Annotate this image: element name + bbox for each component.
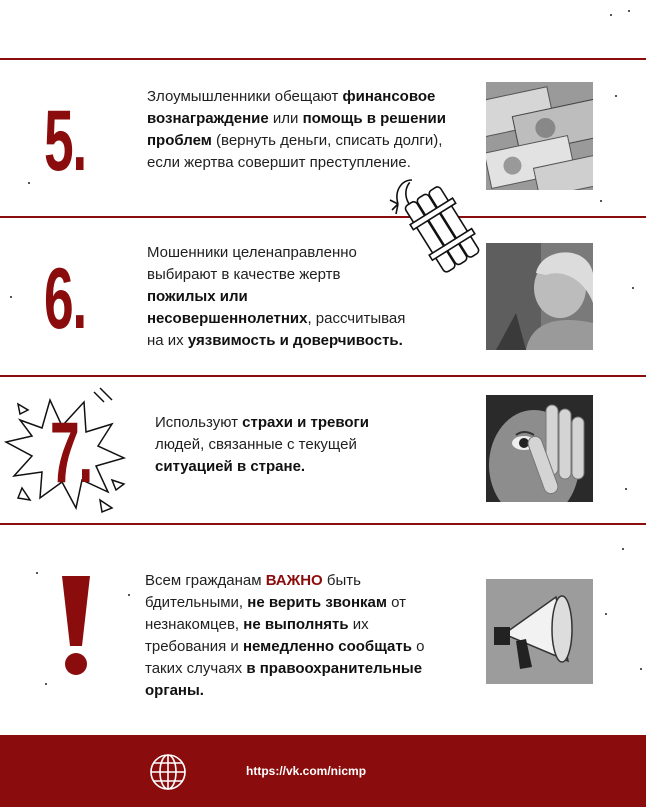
item-number: 7.: [50, 405, 92, 501]
emphasis-text: уязвимость и доверчивость.: [187, 332, 403, 349]
emphasis-text: немедленно сообщать: [242, 638, 412, 655]
megaphone-photo: [486, 579, 593, 684]
emphasis-text: ситуацией в стране.: [155, 458, 306, 475]
body-text: , рассчитывая на их: [147, 310, 406, 349]
body-text: или: [268, 110, 303, 127]
emphasis-text: финансовое вознаграждение: [147, 88, 436, 127]
frightened-face-photo: [486, 395, 593, 502]
body-text: Злоумышленники обещают: [147, 88, 343, 105]
warning-text: [145, 570, 445, 702]
globe-icon: [148, 752, 188, 792]
footer: [0, 735, 646, 807]
item-number: 6.: [44, 251, 86, 347]
item-text: [155, 412, 405, 478]
divider: [0, 523, 646, 525]
footer-link[interactable]: https://vk.com/nicmp: [246, 764, 367, 778]
body-text: о таких случаях: [145, 638, 425, 677]
emphasis-text: не выполнять: [243, 616, 349, 633]
item-number: 5.: [44, 93, 86, 189]
emphasis-text: в правоохранительные органы.: [145, 660, 423, 699]
emphasis-text: ВАЖНО: [265, 572, 323, 589]
body-text: людей, связанные с текущей: [155, 436, 357, 453]
emphasis-text: пожилых или несовершеннолетних: [147, 288, 308, 327]
emphasis-text: помощь в решении проблем: [147, 110, 446, 149]
divider: [0, 216, 646, 218]
body-text: Используют: [155, 414, 243, 431]
emphasis-text: не верить звонкам: [247, 594, 387, 611]
body-text: Мошенники целенаправленно выбирают в качестве жертв: [147, 244, 357, 283]
body-text: (вернуть деньги, списать долги), если жертва совершит преступление.: [147, 132, 443, 171]
divider: [0, 58, 646, 60]
exclamation-icon: [56, 572, 96, 677]
item-text: [147, 242, 407, 352]
divider: [0, 375, 646, 377]
elderly-woman-photo: [486, 243, 593, 350]
body-text: Всем гражданам: [145, 572, 266, 589]
body-text: от незнакомцев,: [145, 594, 407, 633]
body-text: быть бдительными,: [145, 572, 361, 611]
body-text: их требования и: [145, 616, 369, 655]
emphasis-text: страхи и тревоги: [242, 414, 369, 431]
money-photo: [486, 82, 593, 190]
